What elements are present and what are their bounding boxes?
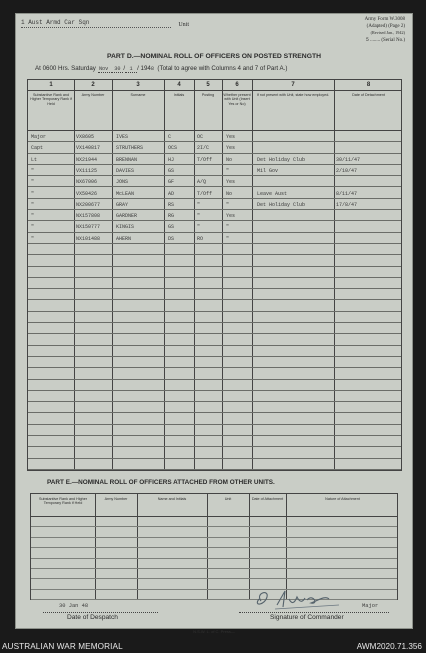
- date-month-number: 1: [125, 66, 137, 73]
- table-row: [28, 267, 401, 278]
- archive-caption: [0, 642, 426, 653]
- signature-rule: [239, 612, 389, 613]
- cell-surname: McLEAN: [116, 190, 135, 197]
- table-row: [28, 301, 401, 312]
- cell-employed: Det Holiday Club: [257, 201, 306, 208]
- column-header: Unit: [224, 497, 232, 501]
- cell-surname: DAVIES: [116, 167, 135, 174]
- date-sep-1: /: [123, 65, 126, 72]
- cell-employed: Det Holiday Club: [257, 156, 306, 163]
- cell-initials: GS: [168, 224, 175, 231]
- form-adapted: (Adapted) (Page 2): [366, 23, 405, 29]
- table-row: [31, 559, 397, 569]
- at-suffix: (Total to agree with Columns 4 and 7 of Part A.): [157, 65, 288, 72]
- cell-date: 17/8/47: [336, 201, 358, 208]
- cell-posting: T/Off: [197, 190, 213, 197]
- cell-date: 8/11/47: [336, 190, 358, 197]
- column-header: Date of Detachment: [352, 93, 385, 97]
- cell-initials: HJ: [168, 156, 175, 163]
- table-row: [28, 255, 401, 266]
- cell-number: NX200677: [76, 201, 101, 208]
- cell-posting: A/Q: [197, 179, 207, 186]
- archive-name: AUSTRALIAN WAR MEMORIAL: [2, 642, 123, 651]
- cell-number: VX8605: [76, 134, 95, 140]
- cell-present: ": [226, 167, 230, 174]
- cell-rank: ": [31, 179, 35, 186]
- column-number: 3: [136, 82, 140, 88]
- strength-date-line: [35, 65, 399, 73]
- cell-rank: ": [31, 235, 35, 242]
- date-sep-2: / 194: [137, 65, 151, 72]
- table-row: [28, 199, 401, 210]
- cell-rank: ": [31, 190, 35, 197]
- cell-number: NX157808: [76, 213, 101, 220]
- column-number: 8: [366, 82, 371, 88]
- cell-posting: ": [197, 224, 201, 231]
- cell-rank: ": [31, 201, 35, 208]
- table-row: [28, 312, 401, 323]
- cell-employed: Mil Gov: [257, 167, 279, 174]
- cell-surname: JONS: [116, 179, 129, 186]
- form-sheet: [15, 13, 413, 634]
- table-row: [28, 210, 401, 221]
- at-prefix: At 0600 Hrs. Saturday: [35, 65, 96, 72]
- column-header: Substantive Rank and Higher Temporary Rank if Held: [39, 497, 87, 506]
- table-row: [28, 323, 401, 334]
- cell-rank: ": [31, 213, 35, 220]
- cell-number: VX140817: [76, 145, 101, 152]
- table-row: [31, 527, 397, 537]
- cell-posting: 2I/C: [197, 145, 210, 152]
- serial-label: (Serial No.): [381, 37, 405, 43]
- cell-number: VX11125: [76, 167, 98, 174]
- table-row: [28, 425, 401, 436]
- cell-initials: AD: [168, 190, 175, 197]
- cell-rank: ": [31, 167, 35, 174]
- column-header: Whether present with Unit (Insert Yes or No): [223, 93, 251, 106]
- despatch-date: 30 Jan 48: [59, 603, 89, 609]
- table-row: [28, 402, 401, 413]
- table-row: [28, 176, 401, 187]
- cell-rank: Major: [31, 134, 47, 140]
- cell-initials: GS: [168, 167, 175, 174]
- cell-rank: Lt: [31, 156, 38, 163]
- cell-posting: RO: [197, 235, 204, 242]
- signature-label: Signature of Commander: [270, 614, 344, 621]
- form-identifier: Army Form W.3008 (Adapted) (Page 2) (Revised Jan., 1942) 5 ........ (Serial No.): [315, 17, 405, 44]
- cell-number: VX50426: [76, 190, 98, 197]
- cell-posting: ": [197, 201, 201, 208]
- cell-present: No: [226, 190, 233, 197]
- commander-signature: [247, 585, 347, 613]
- cell-present: ": [226, 201, 230, 208]
- table-row: [28, 188, 401, 199]
- column-header: If not present with Unit, state how employed.: [256, 93, 330, 97]
- cell-date: 30/11/47: [336, 156, 361, 163]
- despatch-label: Date of Despatch: [67, 614, 118, 621]
- table-row: [28, 334, 401, 345]
- serial-value: 5: [365, 36, 369, 43]
- part-d-table: [27, 79, 402, 471]
- date-year: 8: [150, 66, 154, 72]
- table-row: [31, 517, 397, 527]
- table-row: [31, 569, 397, 579]
- form-revised: (Revised Jan., 1942): [370, 30, 405, 35]
- cell-number: NX150777: [76, 224, 101, 231]
- table-row: [28, 154, 401, 165]
- cell-employed: Leave Aust: [257, 190, 288, 197]
- table-row: [28, 368, 401, 379]
- column-header: Substantive Rank and Higher Temporary Rank if Held: [30, 93, 72, 106]
- table-row: [28, 459, 401, 470]
- cell-initials: OCS: [168, 145, 178, 152]
- column-header: Army Number: [104, 497, 128, 501]
- unit-field: [21, 19, 189, 28]
- table-row: [28, 142, 401, 153]
- cell-surname: GRAY: [116, 201, 129, 208]
- table-row: [28, 165, 401, 176]
- table-row: [28, 436, 401, 447]
- cell-posting: T/Off: [197, 156, 213, 163]
- column-number: 2: [91, 82, 95, 88]
- table-row: [28, 278, 401, 289]
- table-row: [28, 289, 401, 300]
- column-number: 4: [177, 82, 181, 88]
- table-row: [31, 548, 397, 558]
- table-row: [28, 244, 401, 255]
- cell-posting: ": [197, 213, 201, 220]
- column-number: 5: [206, 82, 210, 88]
- printer-imprint: N.S.W. L. of C. Press—: [193, 629, 235, 634]
- cell-initials: DS: [168, 235, 175, 242]
- table-row: [28, 414, 401, 425]
- table-row: [28, 221, 401, 232]
- cell-surname: STRUTHERS: [116, 145, 144, 152]
- cell-initials: RG: [168, 213, 175, 220]
- table-row: [28, 131, 401, 142]
- unit-label: Unit: [178, 22, 189, 28]
- cell-initials: RS: [168, 201, 175, 208]
- table-row: [28, 233, 401, 244]
- part-d-title: PART D.—NOMINAL ROLL OF OFFICERS ON POSTED STRENGTH: [106, 53, 322, 60]
- cell-present: Yes: [226, 134, 236, 140]
- cell-present: Yes: [226, 145, 236, 152]
- column-header: Nature of Attachment: [325, 497, 360, 501]
- cell-initials: C: [168, 134, 172, 140]
- table-row: [28, 447, 401, 458]
- table-row: [31, 538, 397, 548]
- cell-surname: KINGIS: [116, 224, 135, 231]
- cell-date: 2/10/47: [336, 167, 358, 174]
- cell-initials: GF: [168, 179, 175, 186]
- commander-rank: Major: [362, 603, 379, 609]
- part-e-table: [30, 493, 398, 600]
- form-number: Army Form W.3008: [364, 17, 405, 22]
- cell-present: Yes: [226, 213, 236, 220]
- cell-present: ": [226, 235, 230, 242]
- table-row: [28, 346, 401, 357]
- cell-number: NX67006: [76, 179, 98, 186]
- date-month: Nov: [98, 66, 109, 72]
- cell-posting: OC: [197, 134, 204, 140]
- column-number: 7: [291, 82, 295, 88]
- archive-reference: AWM2020.71.356: [356, 642, 422, 651]
- column-header: Army Number: [81, 93, 105, 97]
- cell-present: ": [226, 224, 230, 231]
- table-row: [28, 380, 401, 391]
- column-header: Initials: [173, 93, 185, 97]
- despatch-rule: [43, 612, 158, 613]
- column-number: 1: [49, 82, 53, 88]
- cell-rank: Capt: [31, 145, 44, 152]
- column-header: Name and Initials: [157, 497, 187, 501]
- cell-number: NX21944: [76, 156, 98, 163]
- column-header: Posting: [201, 93, 215, 97]
- part-e-title: PART E.—NOMINAL ROLL OF OFFICERS ATTACHED FROM OTHER UNITS.: [47, 479, 275, 486]
- cell-surname: IVES: [116, 134, 129, 140]
- table-row: [28, 391, 401, 402]
- table-row: [28, 357, 401, 368]
- cell-present: Yes: [226, 179, 236, 186]
- cell-present: No: [226, 156, 233, 163]
- unit-value: 1 Aust Armd Car Sqn: [21, 19, 90, 26]
- cell-number: NX101488: [76, 235, 101, 242]
- column-number: 6: [235, 82, 239, 88]
- date-day: 30: [111, 66, 123, 73]
- cell-surname: GARDNER: [116, 213, 138, 220]
- cell-rank: ": [31, 224, 35, 231]
- column-header: Surname: [130, 93, 146, 97]
- cell-surname: BRENNAN: [116, 156, 138, 163]
- cell-surname: AHERN: [116, 235, 132, 242]
- column-header: Date of Attachment: [251, 497, 284, 501]
